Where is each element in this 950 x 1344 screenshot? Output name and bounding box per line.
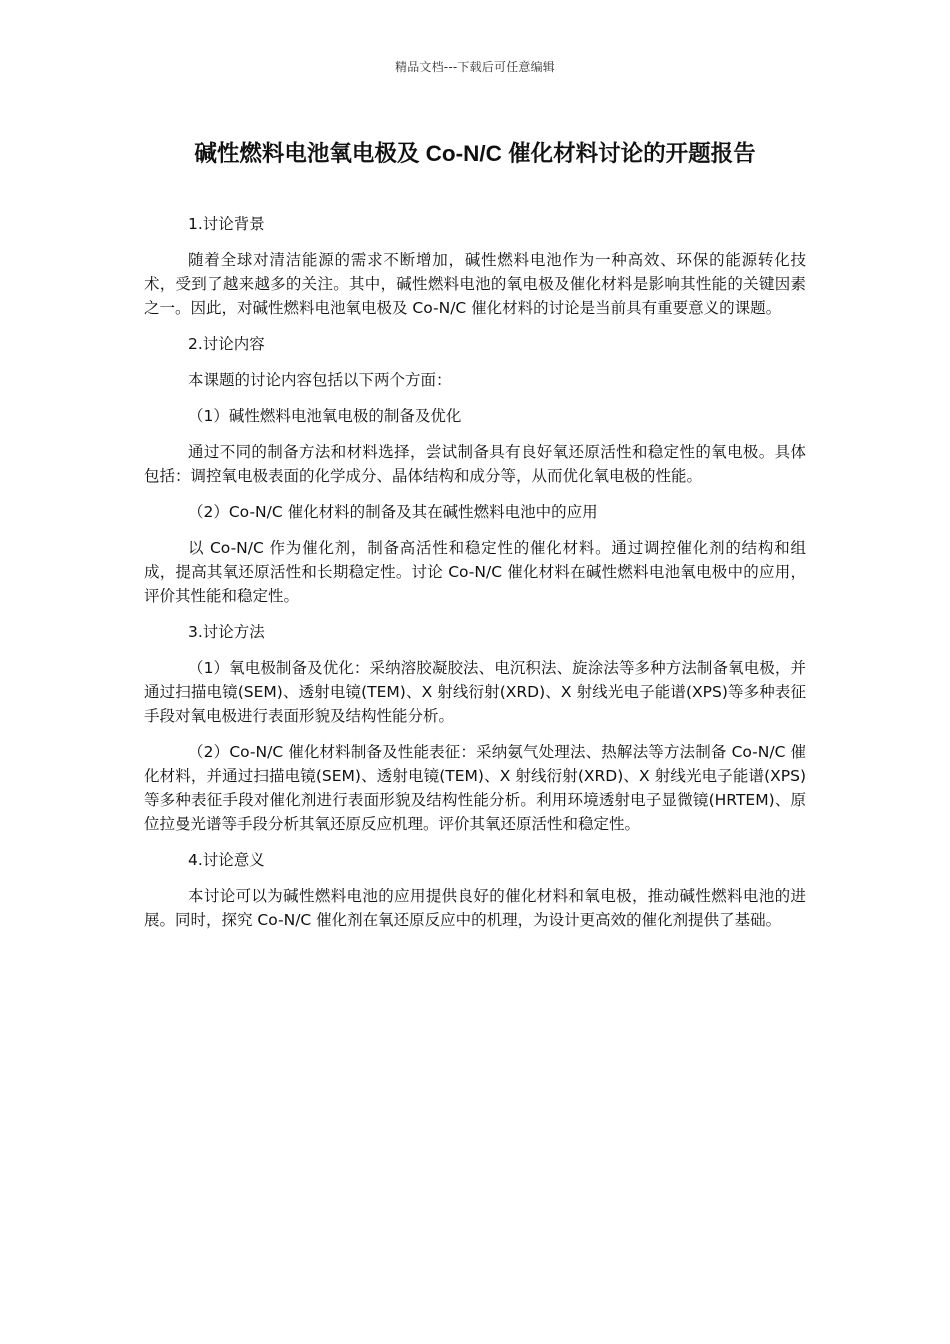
paragraph-conc-catalyst: 以 Co-N/C 作为催化剂，制备高活性和稳定性的催化材料。通过调控催化剂的结构和组成，提高其氧还原活性和长期稳定性。讨论 Co-N/C 催化材料在碱性燃料电池氧电极中的应用，评价其性能和稳定性。: [144, 539, 806, 605]
section-heading-significance: 4.讨论意义: [188, 851, 265, 869]
section-heading-background: 1.讨论背景: [188, 215, 265, 233]
paragraph-significance: 本讨论可以为碱性燃料电池的应用提供良好的催化材料和氧电极，推动碱性燃料电池的进展。同时，探究 Co-N/C 催化剂在氧还原反应中的机理，为设计更高效的催化剂提供了基础。: [144, 887, 806, 929]
document-title: 碱性燃料电池氧电极及 Co-N/C 催化材料讨论的开题报告: [194, 141, 756, 166]
subheading-conc-catalyst: （2）Co-N/C 催化材料的制备及其在碱性燃料电池中的应用: [188, 503, 598, 521]
paragraph-oxygen-electrode: 通过不同的制备方法和材料选择，尝试制备具有良好氧还原活性和稳定性的氧电极。具体包括：调控氧电极表面的化学成分、晶体结构和成分等，从而优化氧电极的性能。: [144, 443, 806, 485]
paragraph-methods-catalyst: （2）Co-N/C 催化材料制备及性能表征：采纳氨气处理法、热解法等方法制备 Co-N/C 催化材料，并通过扫描电镜(SEM)、透射电镜(TEM)、X 射线衍射(XRD)、X 射线光电子能谱(XPS)等多种表征手段对催化剂进行表面形貌及结构性能分析。利用环境透射电子显微镜(HRTEM)、原位拉曼光谱等手段分析其氧还原反应机理。评价其氧还原活性和稳定性。: [144, 743, 806, 833]
subheading-oxygen-electrode: （1）碱性燃料电池氧电极的制备及优化: [188, 407, 462, 425]
document-body: [144, 212, 806, 944]
header-note: 精品文档---下载后可任意编辑: [395, 60, 555, 74]
section-heading-content: 2.讨论内容: [188, 335, 265, 353]
section-heading-methods: 3.讨论方法: [188, 623, 265, 641]
paragraph-content-intro: 本课题的讨论内容包括以下两个方面：: [188, 371, 452, 389]
paragraph-methods-electrode: （1）氧电极制备及优化：采纳溶胶凝胶法、电沉积法、旋涂法等多种方法制备氧电极，并通过扫描电镜(SEM)、透射电镜(TEM)、X 射线衍射(XRD)、X 射线光电子能谱(XPS)等多种表征手段对氧电极进行表面形貌及结构性能分析。: [144, 659, 806, 725]
paragraph-background: 随着全球对清洁能源的需求不断增加，碱性燃料电池作为一种高效、环保的能源转化技术，受到了越来越多的关注。其中，碱性燃料电池的氧电极及催化材料是影响其性能的关键因素之一。因此，对碱性燃料电池氧电极及 Co-N/C 催化材料的讨论是当前具有重要意义的课题。: [144, 251, 806, 317]
